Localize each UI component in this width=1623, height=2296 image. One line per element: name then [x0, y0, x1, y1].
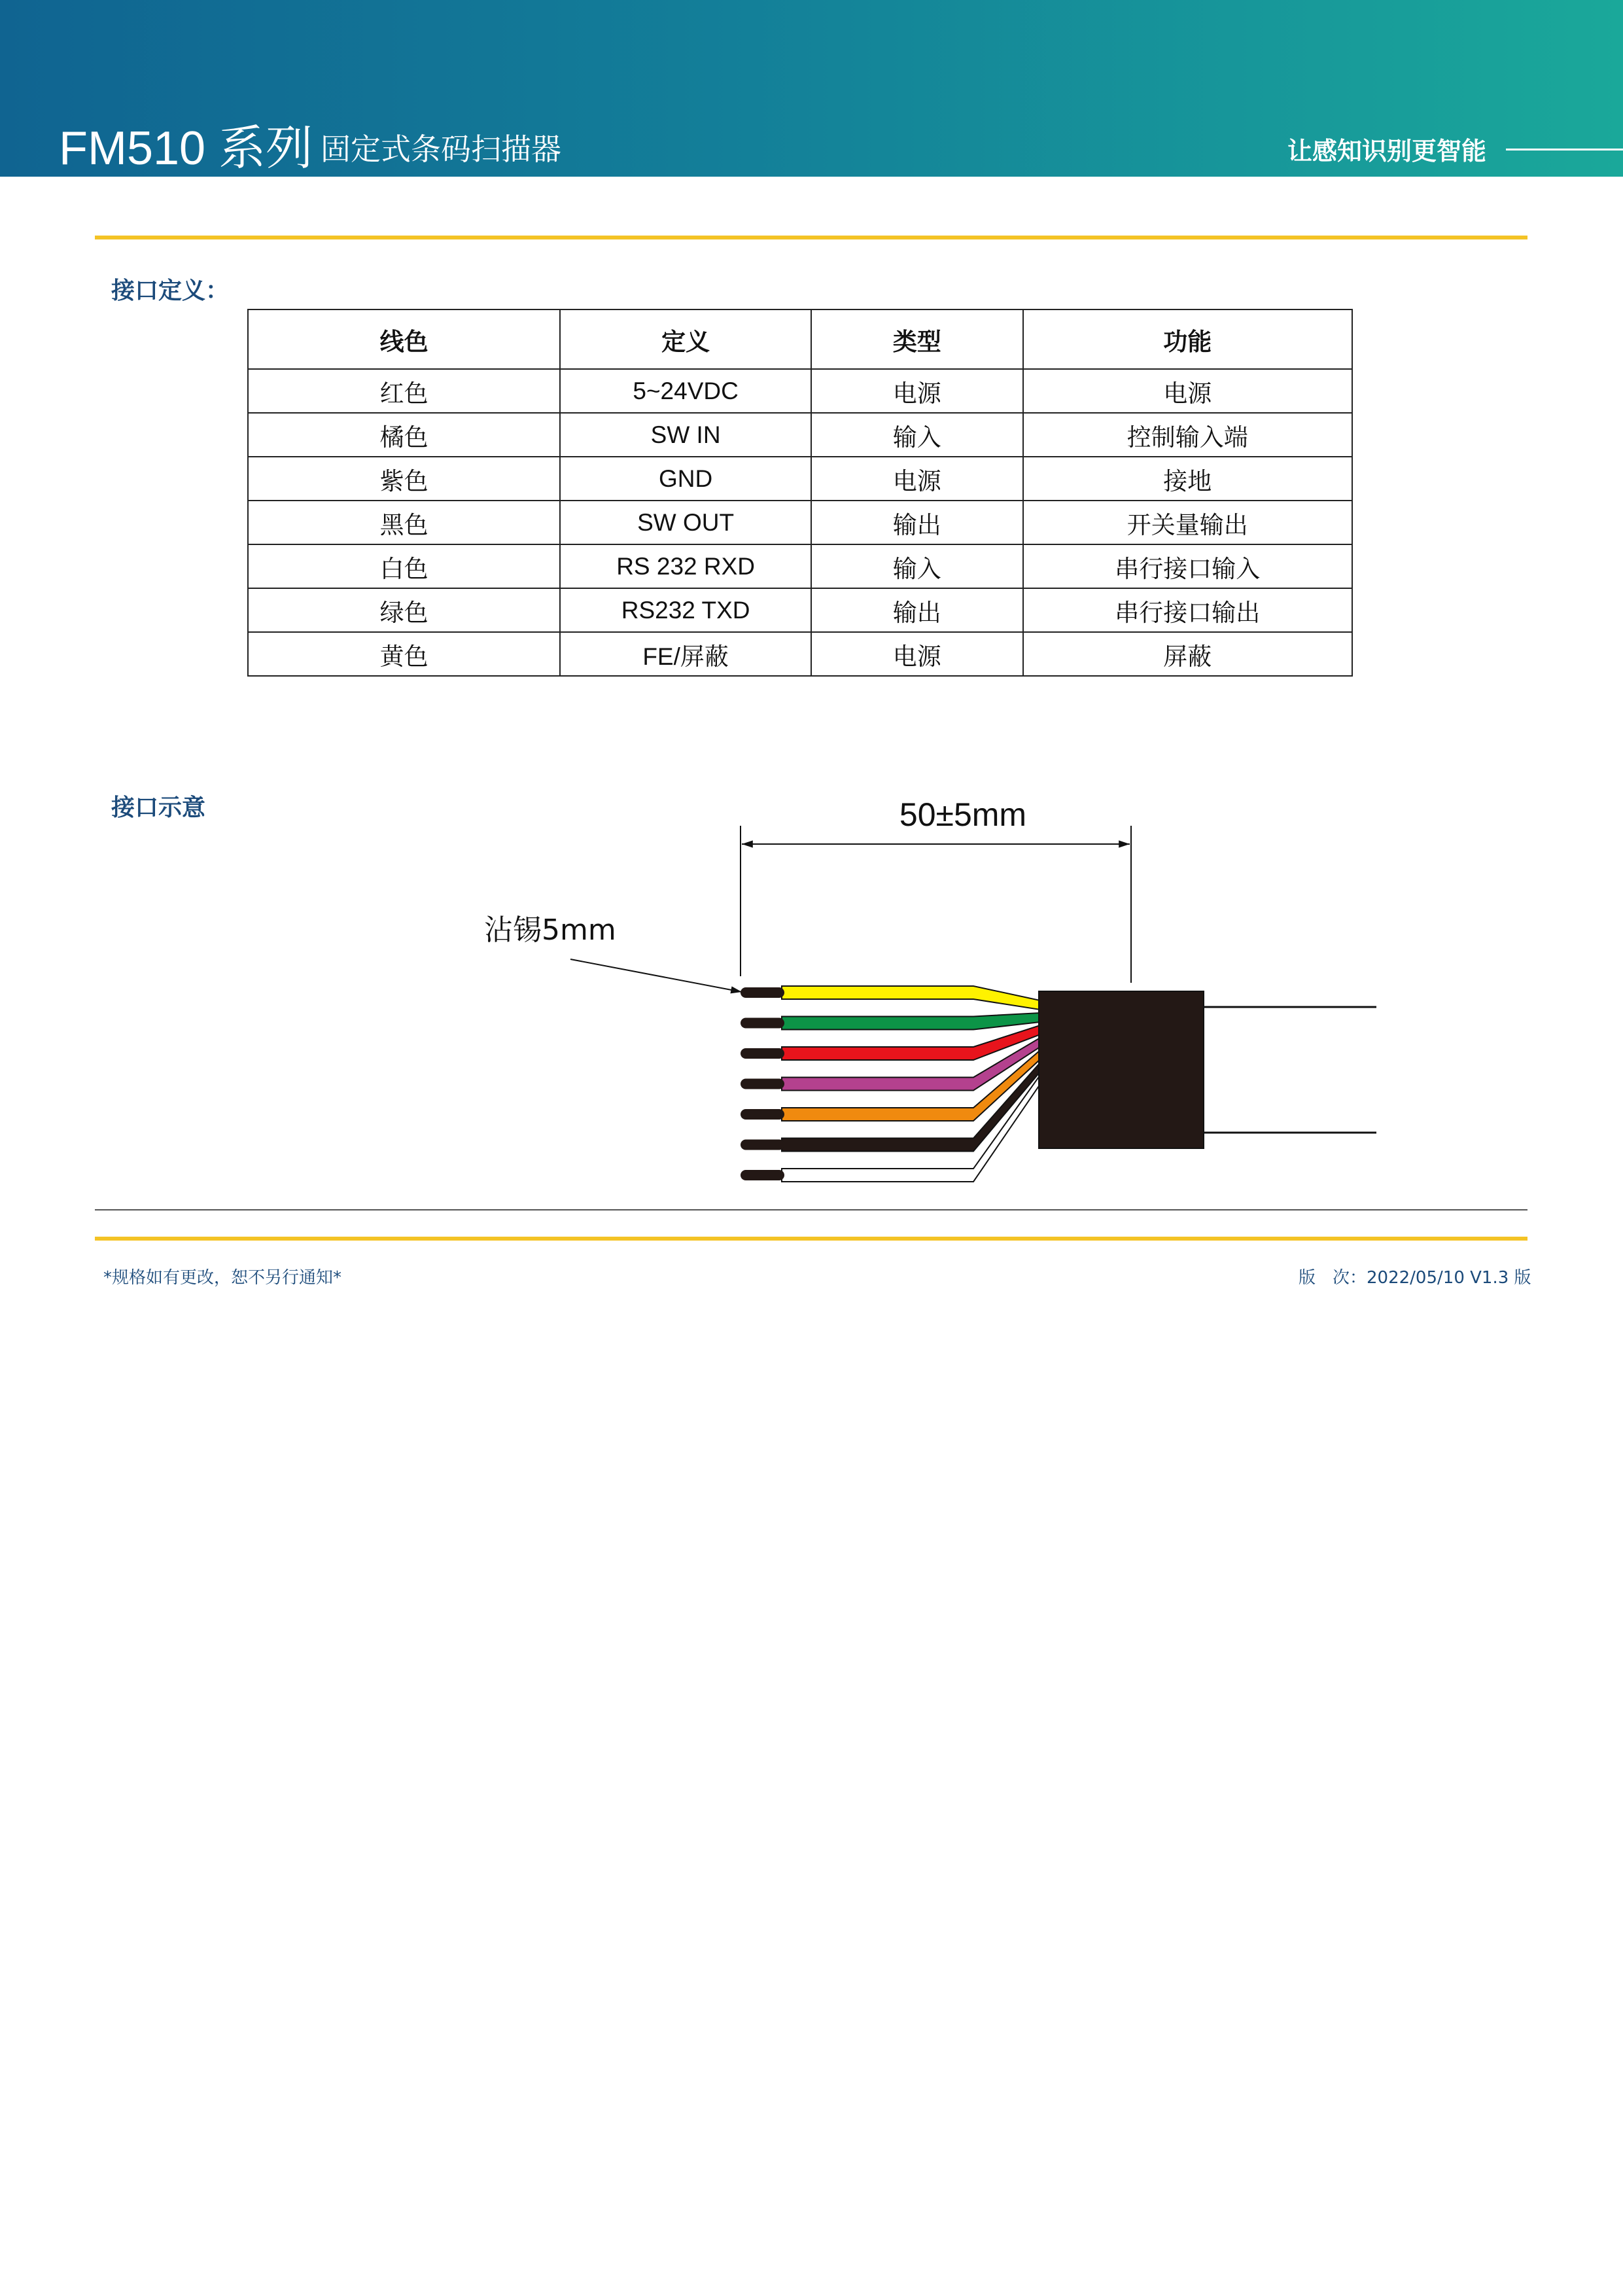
type-cell: 输入 [811, 544, 1023, 588]
product-subtitle: 固定式条码扫描器 [321, 132, 561, 167]
definition-cell: 5~24VDC [560, 369, 811, 413]
definition-cell: SW IN [560, 413, 811, 457]
type-cell: 电源 [811, 369, 1023, 413]
definition-cell: FE/屏蔽 [560, 632, 811, 676]
function-cell: 控制输入端 [1023, 413, 1353, 457]
interface-definition-heading: 接口定义： [111, 277, 230, 304]
wire-insulation [782, 986, 1040, 1010]
slogan-line [1506, 149, 1623, 150]
table-row [248, 632, 1352, 676]
table-header-row [248, 309, 1352, 369]
wire-color-cell: 紫色 [248, 457, 560, 501]
tin-callout [484, 913, 742, 992]
product-title: FM510 系列 [59, 122, 313, 175]
tinned-wire-tip [741, 1109, 784, 1120]
column-header: 定义 [560, 309, 811, 369]
footer-divider-yellow [95, 1237, 1527, 1241]
heat-shrink-sleeve [1039, 991, 1204, 1148]
column-header: 功能 [1023, 309, 1353, 369]
table-row [248, 501, 1352, 544]
type-cell: 电源 [811, 632, 1023, 676]
dimension-label: 50±5mm [899, 796, 1027, 833]
column-header: 线色 [248, 309, 560, 369]
wire-insulation [782, 1013, 1040, 1030]
wire-color-cell: 白色 [248, 544, 560, 588]
table-row [248, 369, 1352, 413]
table-row [248, 588, 1352, 632]
wire-color-cell: 橘色 [248, 413, 560, 457]
tin-leader-line [570, 959, 742, 992]
tinned-wire-tip [741, 1170, 784, 1180]
slogan: 让感知识别更智能 [1287, 137, 1487, 166]
header-banner [0, 0, 1623, 177]
definition-cell: RS232 TXD [560, 588, 811, 632]
wiring-diagram [0, 772, 1623, 1191]
wire-insulation [782, 1025, 1040, 1060]
function-cell: 电源 [1023, 369, 1353, 413]
definition-cell: RS 232 RXD [560, 544, 811, 588]
type-cell: 输出 [811, 501, 1023, 544]
definition-cell: SW OUT [560, 501, 811, 544]
function-cell: 串行接口输出 [1023, 588, 1353, 632]
table-row [248, 457, 1352, 501]
wire-color-cell: 红色 [248, 369, 560, 413]
version-info: 版 次：2022/05/10 V1.3 版 [1299, 1268, 1531, 1288]
header-divider [95, 236, 1527, 239]
tinned-wire-tip [741, 1048, 784, 1059]
tinned-wire-tip [741, 1018, 784, 1029]
wire-color-cell: 绿色 [248, 588, 560, 632]
table-row [248, 544, 1352, 588]
tin-label: 沾锡5mm [484, 913, 616, 947]
function-cell: 接地 [1023, 457, 1353, 501]
footer-divider-gray [95, 1209, 1527, 1210]
table-row [248, 413, 1352, 457]
type-cell: 输入 [811, 413, 1023, 457]
interface-diagram-heading: 接口示意 [111, 794, 206, 821]
definition-cell: GND [560, 457, 811, 501]
function-cell: 开关量输出 [1023, 501, 1353, 544]
tinned-wire-tip [741, 987, 784, 998]
dimension-group [741, 796, 1131, 983]
disclaimer-note: *规格如有更改，恕不另行通知* [103, 1268, 342, 1288]
function-cell: 屏蔽 [1023, 632, 1353, 676]
tinned-wire-tip [741, 1140, 784, 1150]
wire-color-cell: 黑色 [248, 501, 560, 544]
wire-bundle [741, 986, 1040, 1182]
column-header: 类型 [811, 309, 1023, 369]
function-cell: 串行接口输入 [1023, 544, 1353, 588]
wire-color-cell: 黄色 [248, 632, 560, 676]
type-cell: 电源 [811, 457, 1023, 501]
type-cell: 输出 [811, 588, 1023, 632]
tinned-wire-tip [741, 1079, 784, 1089]
interface-definition-table [247, 309, 1353, 677]
